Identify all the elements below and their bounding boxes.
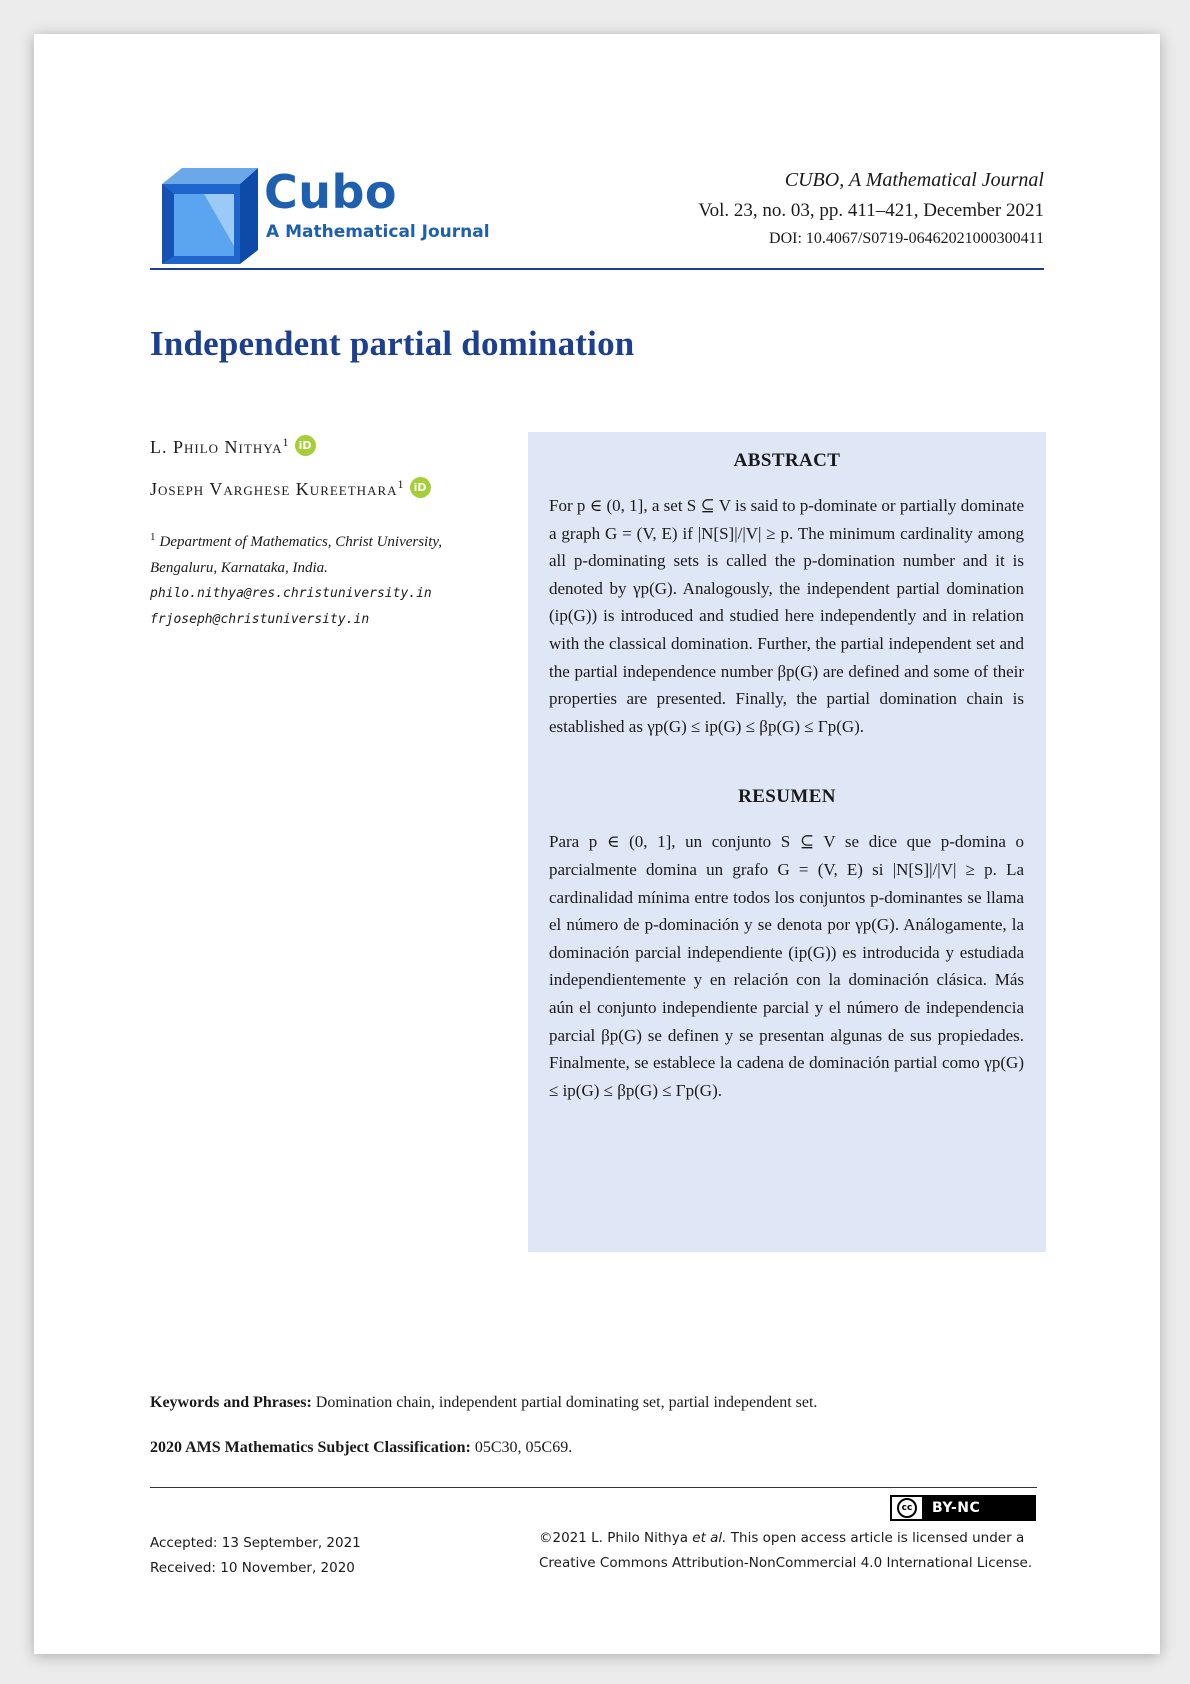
author-block	[150, 424, 510, 633]
orcid-icon[interactable]: iD	[295, 435, 316, 456]
author-superscript: 1	[397, 477, 404, 491]
license-line-1	[539, 1526, 1044, 1551]
affiliation-superscript: 1	[150, 531, 156, 543]
cc-icon: cc	[897, 1498, 917, 1518]
resumen-heading: RESUMEN	[738, 786, 836, 808]
author-name: Joseph Varghese Kureethara	[150, 479, 398, 499]
license-line-2[interactable]: Creative Commons Attribution-NonCommercial 4.0 International License.	[539, 1555, 1033, 1571]
journal-logo	[152, 164, 512, 264]
keywords-label: Keywords and Phrases:	[150, 1394, 312, 1411]
ams-classification	[150, 1439, 572, 1457]
keywords-text: Domination chain, independent partial dominating set, partial independent set.	[315, 1394, 818, 1411]
orcid-icon[interactable]: iD	[410, 477, 431, 498]
received-date: Received: 10 November, 2020	[150, 1560, 355, 1576]
resumen-text: Para p ∈ (0, 1], un conjunto S ⊆ V se dice que p-domina o parcialmente domina un grafo G = (V, E) si |N[S]|/|V| ≥ p. La cardinalidad mínima entre todos los conjuntos p-dominantes se llama el número de p-dominación y se denota por γp(G). Análogamente, la dominación parcial independiente (ip(G)) es introducida y estudiada independientemente y en relación con la dominación clásica. Más aún el conjunto independiente parcial y el número de independencia parcial βp(G) se definen y se presentan algunas de sus propiedades. Finalmente, se establece la cadena de dominación partial como γp(G) ≤ ip(G) ≤ βp(G) ≤ Γp(G).	[549, 832, 1024, 1100]
footer-rule	[150, 1487, 1037, 1488]
header-rule	[150, 268, 1044, 270]
abstract-box	[528, 432, 1046, 1252]
dates	[150, 1531, 361, 1581]
keywords	[150, 1394, 817, 1412]
ams-text: 05C30, 05C69.	[474, 1439, 573, 1456]
logo-subtitle: A Mathematical Journal	[266, 222, 490, 242]
license-text	[539, 1526, 1044, 1576]
email-2[interactable]: frjoseph@christuniversity.in	[150, 612, 370, 627]
email-1[interactable]: philo.nithya@res.christuniversity.in	[150, 586, 432, 601]
abstract-text: For p ∈ (0, 1], a set S ⊆ V is said to p-dominate or partially dominate a graph G = (V, E) if |N[S]|/|V| ≥ p. The minimum cardinality among all p-dominating sets is called the p-domination number and it is denoted by γp(G). Analogously, the independent partial domination (ip(G)) is introduced and studied here independently and in relation with the classical domination. Further, the partial independent set and the partial independence number βp(G) are defined and some of their properties are presented. Finally, the partial domination chain is established as γp(G) ≤ ip(G) ≤ βp(G) ≤ Γp(G).	[549, 496, 1024, 736]
journal-name: CUBO, A Mathematical Journal	[784, 169, 1044, 191]
journal-volume: Vol. 23, no. 03, pp. 411–421, December 2021	[698, 200, 1044, 221]
author-1	[150, 424, 510, 466]
affiliation	[150, 524, 510, 581]
ams-label: 2020 AMS Mathematics Subject Classification:	[150, 1439, 471, 1456]
author-2	[150, 466, 510, 508]
cc-license-badge[interactable]	[890, 1495, 1036, 1521]
abstract-heading: ABSTRACT	[733, 450, 841, 471]
affiliation-text: Department of Mathematics, Christ University, Bengaluru, Karnataka, India.	[150, 534, 442, 576]
license-suffix: This open access article is licensed under a	[726, 1530, 1025, 1546]
license-etal: et al.	[692, 1530, 727, 1546]
cube-logo-icon	[152, 164, 262, 264]
journal-info	[698, 164, 1044, 252]
license-copyright: ©2021 L. Philo Nithya	[539, 1530, 693, 1546]
logo-name: Cubo	[264, 165, 398, 219]
author-name: L. Philo Nithya	[150, 437, 283, 457]
paper-page	[34, 34, 1160, 1654]
cc-badge-label: BY-NC	[932, 1500, 981, 1516]
accepted-date: Accepted: 13 September, 2021	[150, 1535, 361, 1551]
paper-title: Independent partial domination	[150, 324, 635, 363]
journal-doi[interactable]: DOI: 10.4067/S0719-06462021000300411	[769, 230, 1044, 247]
author-superscript: 1	[282, 435, 289, 449]
